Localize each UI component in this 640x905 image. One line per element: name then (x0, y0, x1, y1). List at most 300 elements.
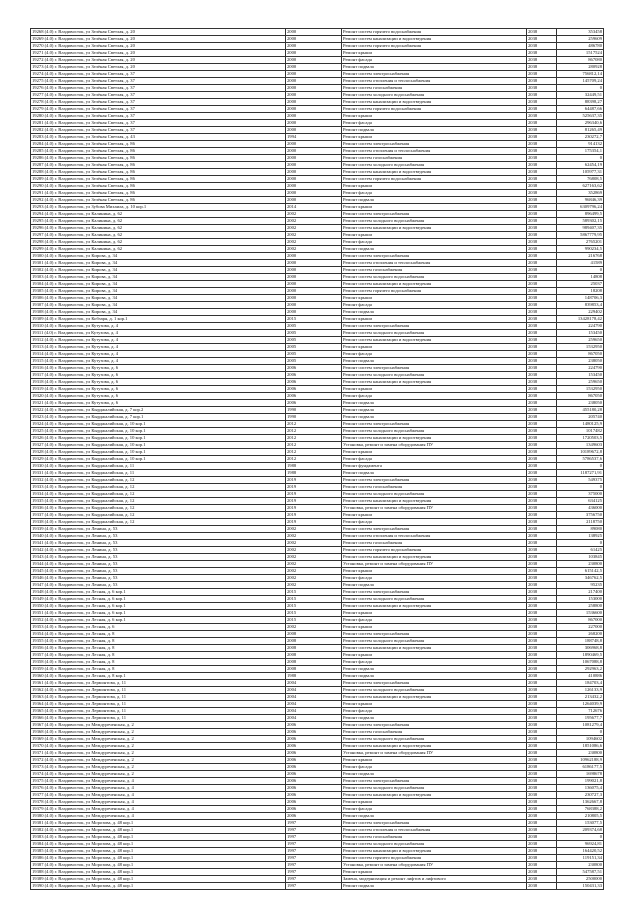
plan-year-cell: 2038 (527, 113, 557, 120)
table-row (31, 519, 604, 526)
table-row (31, 778, 604, 785)
work-type-cell: Ремонт систем холодного водоснабжения (342, 218, 527, 225)
table-row (31, 841, 604, 848)
cost-cell: 1362667,8 (557, 799, 604, 806)
plan-year-cell: 2038 (527, 239, 557, 246)
work-type-cell: Ремонт систем холодного водоснабжения (342, 785, 527, 792)
build-year-cell: 2000 (286, 197, 342, 204)
cost-cell: 89080 (557, 526, 604, 533)
cost-cell: 2500000 (557, 876, 604, 883)
cost-cell: 0 (557, 834, 604, 841)
plan-year-cell: 2038 (527, 295, 557, 302)
plan-year-cell: 2038 (527, 666, 557, 673)
address-cell: 19334 (4.0) г. Владивосток, ул Кырджалийская, д. 12 (31, 491, 286, 498)
table-row (31, 701, 604, 708)
cost-cell: 76808,5 (557, 176, 604, 183)
plan-year-cell: 2038 (527, 316, 557, 323)
build-year-cell: 2000 (286, 85, 342, 92)
build-year-cell: 2000 (286, 36, 342, 43)
address-cell: 19376 (4.0) г. Владивосток, ул Междуреченская, д. 4 (31, 785, 286, 792)
build-year-cell: 2006 (286, 771, 342, 778)
build-year-cell: 2006 (286, 757, 342, 764)
address-cell: 19309 (4.0) г. Владивосток, ул Кобзаря, д. 1 кор.1 (31, 316, 286, 323)
work-type-cell: Ремонт систем электроснабжения (342, 211, 527, 218)
table-row (31, 631, 604, 638)
work-type-cell: Ремонт фасада (342, 239, 527, 246)
build-year-cell: 2019 (286, 512, 342, 519)
cost-cell: 136075,4 (557, 785, 604, 792)
cost-cell: 238050 (557, 400, 604, 407)
table-row (31, 232, 604, 239)
table-row (31, 176, 604, 183)
table-row (31, 302, 604, 309)
address-cell: 19296 (4.0) г. Владивосток, ул Калинина, д. 62 (31, 225, 286, 232)
cost-cell: 6186177,5 (557, 764, 604, 771)
plan-year-cell: 2038 (527, 197, 557, 204)
build-year-cell: 2000 (286, 260, 342, 267)
plan-year-cell: 2038 (527, 512, 557, 519)
build-year-cell: 2015 (286, 596, 342, 603)
plan-year-cell: 2038 (527, 414, 557, 421)
cost-cell: 436000 (557, 505, 604, 512)
plan-year-cell: 2038 (527, 701, 557, 708)
work-type-cell: Ремонт подвала (342, 64, 527, 71)
cost-cell: 259650 (557, 379, 604, 386)
plan-year-cell: 2038 (527, 449, 557, 456)
cost-cell: 95235 (557, 582, 604, 589)
work-type-cell: Ремонт систем газоснабжения (342, 484, 527, 491)
cost-cell: 230727,3 (557, 792, 604, 799)
build-year-cell: 2000 (286, 106, 342, 113)
cost-cell: 25037 (557, 281, 604, 288)
address-cell: 19341 (4.0) г. Владивосток, ул Ленина, д. 53 (31, 540, 286, 547)
address-cell: 19370 (4.0) г. Владивосток, ул Междуреченская, д. 2 (31, 743, 286, 750)
table-row (31, 36, 604, 43)
table-row (31, 862, 604, 869)
table-row (31, 561, 604, 568)
work-type-cell: Ремонт систем газоснабжения (342, 267, 527, 274)
plan-year-cell: 2038 (527, 400, 557, 407)
plan-year-cell: 2038 (527, 204, 557, 211)
plan-year-cell: 2038 (527, 141, 557, 148)
work-type-cell: Ремонт систем канализации и водоотведения (342, 435, 527, 442)
table-row (31, 512, 604, 519)
table-row (31, 29, 604, 36)
plan-year-cell: 2038 (527, 785, 557, 792)
table-row (31, 883, 604, 890)
plan-year-cell: 2038 (527, 645, 557, 652)
plan-year-cell: 2038 (527, 750, 557, 757)
plan-year-cell: 2038 (527, 85, 557, 92)
cost-cell: 217400 (557, 589, 604, 596)
table-row (31, 190, 604, 197)
cost-cell: 756812,14 (557, 71, 604, 78)
work-type-cell: Ремонт систем электроснабжения (342, 323, 527, 330)
address-cell: 19316 (4.0) г. Владивосток, ул Кутузова, д. 6 (31, 365, 286, 372)
cost-cell: 216768 (557, 253, 604, 260)
address-cell: 19336 (4.0) г. Владивосток, ул Кырджалийская, д. 12 (31, 505, 286, 512)
build-year-cell: 2004 (286, 708, 342, 715)
work-type-cell: Ремонт систем холодного водоснабжения (342, 372, 527, 379)
plan-year-cell: 2038 (527, 57, 557, 64)
address-cell: 19367 (4.0) г. Владивосток, ул Междуреченская, д. 2 (31, 722, 286, 729)
build-year-cell: 2000 (286, 92, 342, 99)
table-row (31, 498, 604, 505)
address-cell: 19364 (4.0) г. Владивосток, ул Лермонтова, д. 11 (31, 701, 286, 708)
table-row (31, 694, 604, 701)
build-year-cell: 2002 (286, 624, 342, 631)
build-year-cell: 2000 (286, 120, 342, 127)
work-type-cell: Ремонт фасада (342, 57, 527, 64)
cost-cell: 6309796,24 (557, 204, 604, 211)
plan-year-cell: 2038 (527, 442, 557, 449)
build-year-cell: 2002 (286, 575, 342, 582)
work-type-cell: Ремонт крыши (342, 134, 527, 141)
plan-year-cell: 2038 (527, 470, 557, 477)
table-row (31, 239, 604, 246)
address-cell: 19358 (4.0) г. Владивосток, ул Лесная, д. 8 (31, 659, 286, 666)
address-cell: 19382 (4.0) г. Владивосток, ул Морозова, д. 48 кор.1 (31, 827, 286, 834)
plan-year-cell: 2038 (527, 288, 557, 295)
table-row (31, 225, 604, 232)
build-year-cell: 2000 (286, 148, 342, 155)
cost-cell: 375000 (557, 491, 604, 498)
build-year-cell: 1988 (286, 470, 342, 477)
address-cell: 19277 (4.0) г. Владивосток, ул Зелёная Светлая, д. 37 (31, 92, 286, 99)
plan-year-cell: 2038 (527, 246, 557, 253)
build-year-cell: 2002 (286, 239, 342, 246)
build-year-cell: 1997 (286, 820, 342, 827)
address-cell: 19318 (4.0) г. Владивосток, ул Кутузова, д. 6 (31, 379, 286, 386)
table-row (31, 141, 604, 148)
address-cell: 19361 (4.0) г. Владивосток, ул Лермонтова, д. 11 (31, 680, 286, 687)
work-type-cell: Ремонт фасада (342, 302, 527, 309)
cost-cell: 153000 (557, 596, 604, 603)
build-year-cell: 2006 (286, 393, 342, 400)
table-row (31, 120, 604, 127)
plan-year-cell: 2038 (527, 428, 557, 435)
cost-cell: 1480125,9 (557, 421, 604, 428)
build-year-cell: 2002 (286, 568, 342, 575)
build-year-cell: 2000 (286, 99, 342, 106)
table-row (31, 463, 604, 470)
address-cell: 19299 (4.0) г. Владивосток, ул Калинина, д. 62 (31, 246, 286, 253)
address-cell: 19322 (4.0) г. Владивосток, ул Кырджалийская, д. 7 кор.2 (31, 407, 286, 414)
work-type-cell: Ремонт систем холодного водоснабжения (342, 274, 527, 281)
build-year-cell: 1994 (286, 134, 342, 141)
cost-cell: 62454,19 (557, 162, 604, 169)
work-type-cell: Ремонт крыши (342, 624, 527, 631)
plan-year-cell: 2038 (527, 218, 557, 225)
cost-cell: 867050 (557, 351, 604, 358)
address-cell: 19380 (4.0) г. Владивосток, ул Междуреченская, д. 4 (31, 813, 286, 820)
cost-cell: 224790 (557, 323, 604, 330)
plan-year-cell: 2038 (527, 799, 557, 806)
cost-cell: 148706,3 (557, 295, 604, 302)
cost-cell: 145709,24 (557, 78, 604, 85)
address-cell: 19317 (4.0) г. Владивосток, ул Кутузова, д. 6 (31, 372, 286, 379)
cost-cell: 352869 (557, 190, 604, 197)
cost-cell: 153450 (557, 330, 604, 337)
table-row (31, 421, 604, 428)
plan-year-cell: 2038 (527, 155, 557, 162)
work-type-cell: Ремонт фасада (342, 806, 527, 813)
address-cell: 19356 (4.0) г. Владивосток, ул Лесная, д. 8 (31, 645, 286, 652)
table-row (31, 414, 604, 421)
plan-year-cell: 2038 (527, 491, 557, 498)
table-row (31, 792, 604, 799)
cost-cell: 549375 (557, 477, 604, 484)
table-row (31, 99, 604, 106)
work-type-cell: Ремонт подвала (342, 771, 527, 778)
table-row (31, 393, 604, 400)
cost-cell: 13428178,42 (557, 316, 604, 323)
address-cell: 19294 (4.0) г. Владивосток, ул Калинина, д. 62 (31, 211, 286, 218)
build-year-cell: 2000 (286, 113, 342, 120)
table-row (31, 869, 604, 876)
plan-year-cell: 2038 (527, 708, 557, 715)
build-year-cell: 2008 (286, 631, 342, 638)
plan-year-cell: 2038 (527, 624, 557, 631)
table-row (31, 78, 604, 85)
table-row (31, 204, 604, 211)
address-cell: 19300 (4.0) г. Владивосток, ул Кирова, д. 34 (31, 253, 286, 260)
address-cell: 19297 (4.0) г. Владивосток, ул Калинина, д. 62 (31, 232, 286, 239)
work-type-cell: Ремонт фасада (342, 393, 527, 400)
table-row (31, 372, 604, 379)
build-year-cell: 2004 (286, 694, 342, 701)
cost-cell: 1067088,8 (557, 659, 604, 666)
plan-year-cell: 2038 (527, 722, 557, 729)
build-year-cell: 1997 (286, 869, 342, 876)
table-row (31, 330, 604, 337)
build-year-cell: 2008 (286, 645, 342, 652)
address-cell: 19389 (4.0) г. Владивосток, ул Морозова, д. 48 кор.1 (31, 876, 286, 883)
address-cell: 19281 (4.0) г. Владивосток, ул Зелёная Светлая, д. 37 (31, 120, 286, 127)
address-cell: 19354 (4.0) г. Владивосток, ул Лесная, д. 8 (31, 631, 286, 638)
work-type-cell: Ремонт систем холодного водоснабжения (342, 92, 527, 99)
cost-cell: 1517524 (557, 50, 604, 57)
table-row (31, 260, 604, 267)
table-row (31, 554, 604, 561)
work-type-cell: Ремонт систем электроснабжения (342, 526, 527, 533)
plan-year-cell: 2038 (527, 176, 557, 183)
cost-cell: 3756750 (557, 512, 604, 519)
address-cell: 19291 (4.0) г. Владивосток, ул Зелёная Светлая, д. 86 (31, 190, 286, 197)
plan-year-cell: 2038 (527, 813, 557, 820)
work-type-cell: Ремонт крыши (342, 386, 527, 393)
table-row (31, 64, 604, 71)
address-cell: 19345 (4.0) г. Владивосток, ул Ленина, д. 53 (31, 568, 286, 575)
plan-year-cell: 2038 (527, 211, 557, 218)
work-type-cell: Ремонт фасада (342, 351, 527, 358)
plan-year-cell: 2038 (527, 834, 557, 841)
work-type-cell: Ремонт систем электроснабжения (342, 820, 527, 827)
cost-cell: 768388,2 (557, 806, 604, 813)
table-row (31, 645, 604, 652)
work-type-cell: Ремонт фасада (342, 120, 527, 127)
table-row (31, 379, 604, 386)
build-year-cell: 1988 (286, 463, 342, 470)
address-cell: 19327 (4.0) г. Владивосток, ул Кырджалийская, д. 10 кор.1 (31, 442, 286, 449)
cost-cell: 150431,33 (557, 883, 604, 890)
table-row (31, 680, 604, 687)
address-cell: 19349 (4.0) г. Владивосток, ул Лесная, д. 6 кор.1 (31, 596, 286, 603)
cost-cell: 914132 (557, 141, 604, 148)
document-page (30, 28, 603, 890)
address-cell: 19379 (4.0) г. Владивосток, ул Междуреченская, д. 4 (31, 806, 286, 813)
cost-cell: 0 (557, 463, 604, 470)
address-cell: 19360 (4.0) г. Владивосток, ул Лесная, д. 8 кор.1 (31, 673, 286, 680)
build-year-cell: 2004 (286, 680, 342, 687)
plan-year-cell: 2038 (527, 855, 557, 862)
build-year-cell: 2000 (286, 253, 342, 260)
build-year-cell: 2000 (286, 141, 342, 148)
work-type-cell: Установка, ремонт и замена оборудования ПУ (342, 442, 527, 449)
work-type-cell: Ремонт подвала (342, 246, 527, 253)
work-type-cell: Ремонт подвала (342, 883, 527, 890)
plan-year-cell: 2038 (527, 36, 557, 43)
build-year-cell: 2006 (286, 386, 342, 393)
work-type-cell: Ремонт крыши (342, 869, 527, 876)
build-year-cell: 2006 (286, 750, 342, 757)
address-cell: 19286 (4.0) г. Владивосток, ул Зелёная Светлая, д. 86 (31, 155, 286, 162)
plan-year-cell: 2038 (527, 407, 557, 414)
table-row (31, 288, 604, 295)
plan-year-cell: 2038 (527, 260, 557, 267)
work-type-cell: Ремонт систем электроснабжения (342, 477, 527, 484)
work-type-cell: Ремонт крыши (342, 701, 527, 708)
table-row (31, 211, 604, 218)
plan-year-cell: 2038 (527, 162, 557, 169)
table-row (31, 316, 604, 323)
cost-cell: 258800 (557, 603, 604, 610)
table-row (31, 50, 604, 57)
cost-cell: 126133,9 (557, 687, 604, 694)
address-cell: 19368 (4.0) г. Владивосток, ул Междуреченская, д. 2 (31, 729, 286, 736)
build-year-cell: 2012 (286, 456, 342, 463)
address-cell: 19381 (4.0) г. Владивосток, ул Морозова, д. 48 кор.1 (31, 820, 286, 827)
table-row (31, 624, 604, 631)
build-year-cell: 2000 (286, 302, 342, 309)
build-year-cell: 2006 (286, 372, 342, 379)
table-row (31, 253, 604, 260)
table-row (31, 435, 604, 442)
work-type-cell: Ремонт систем холодного водоснабжения (342, 428, 527, 435)
work-type-cell: Ремонт систем холодного водоснабжения (342, 491, 527, 498)
cost-cell: 199021,8 (557, 778, 604, 785)
cost-cell: 41589 (557, 260, 604, 267)
build-year-cell: 2006 (286, 799, 342, 806)
plan-year-cell: 2038 (527, 729, 557, 736)
plan-year-cell: 2038 (527, 337, 557, 344)
work-type-cell: Ремонт фасада (342, 190, 527, 197)
plan-year-cell: 2038 (527, 715, 557, 722)
plan-year-cell: 2038 (527, 568, 557, 575)
build-year-cell: 2006 (286, 813, 342, 820)
work-type-cell: Ремонт систем отопления и теплоснабжения (342, 260, 527, 267)
cost-cell: 230800 (557, 561, 604, 568)
table-row (31, 820, 604, 827)
cost-cell: 589302,15 (557, 218, 604, 225)
plan-year-cell: 2038 (527, 29, 557, 36)
table-row (31, 771, 604, 778)
cost-cell: 2765201 (557, 239, 604, 246)
cost-cell: 14808 (557, 274, 604, 281)
cost-cell: 230800 (557, 862, 604, 869)
work-type-cell: Ремонт подвала (342, 414, 527, 421)
work-type-cell: Ремонт систем холодного водоснабжения (342, 330, 527, 337)
address-cell: 19363 (4.0) г. Владивосток, ул Лермонтова, д. 11 (31, 694, 286, 701)
address-cell: 19386 (4.0) г. Владивосток, ул Морозова, д. 48 кор.1 (31, 855, 286, 862)
address-cell: 19275 (4.0) г. Владивосток, ул Зелёная Светлая, д. 37 (31, 78, 286, 85)
cost-cell: 81265,49 (557, 127, 604, 134)
work-type-cell: Ремонт систем горячего водоснабжения (342, 288, 527, 295)
work-type-cell: Ремонт систем канализации и водоотведения (342, 337, 527, 344)
work-type-cell: Ремонт систем канализации и водоотведения (342, 792, 527, 799)
table-row (31, 855, 604, 862)
address-cell: 19342 (4.0) г. Владивосток, ул Ленина, д. 53 (31, 547, 286, 554)
address-cell: 19302 (4.0) г. Владивосток, ул Кирова, д. 34 (31, 267, 286, 274)
table-row (31, 806, 604, 813)
build-year-cell: 2000 (286, 267, 342, 274)
plan-year-cell: 2038 (527, 764, 557, 771)
work-type-cell: Ремонт систем электроснабжения (342, 680, 527, 687)
cost-cell: 103845 (557, 554, 604, 561)
plan-year-cell: 2038 (527, 841, 557, 848)
build-year-cell: 2000 (286, 162, 342, 169)
work-type-cell: Ремонт систем канализации и водоотведения (342, 848, 527, 855)
plan-year-cell: 2038 (527, 309, 557, 316)
build-year-cell: 2002 (286, 526, 342, 533)
plan-year-cell: 2038 (527, 106, 557, 113)
build-year-cell: 2000 (286, 64, 342, 71)
table-row (31, 477, 604, 484)
address-cell: 19390 (4.0) г. Владивосток, ул Морозова, д. 48 кор.1 (31, 883, 286, 890)
table-row (31, 57, 604, 64)
address-cell: 19340 (4.0) г. Владивосток, ул Ленина, д. 53 (31, 533, 286, 540)
build-year-cell: 2019 (286, 491, 342, 498)
work-type-cell: Ремонт систем электроснабжения (342, 722, 527, 729)
cost-cell: 1094602 (557, 736, 604, 743)
build-year-cell: 2002 (286, 225, 342, 232)
table-row (31, 85, 604, 92)
work-type-cell: Ремонт фасада (342, 575, 527, 582)
address-cell: 19369 (4.0) г. Владивосток, ул Междуреченская, д. 2 (31, 736, 286, 743)
build-year-cell: 1997 (286, 862, 342, 869)
work-type-cell: Ремонт систем холодного водоснабжения (342, 687, 527, 694)
plan-year-cell: 2038 (527, 806, 557, 813)
work-type-cell: Ремонт систем электроснабжения (342, 421, 527, 428)
plan-year-cell: 2038 (527, 547, 557, 554)
cost-cell: 105977,31 (557, 169, 604, 176)
cost-cell: 615142,5 (557, 568, 604, 575)
cost-cell: 230800 (557, 750, 604, 757)
plan-year-cell: 2038 (527, 148, 557, 155)
work-type-cell: Ремонт систем электроснабжения (342, 631, 527, 638)
plan-year-cell: 2038 (527, 519, 557, 526)
build-year-cell: 2002 (286, 218, 342, 225)
cost-cell: 18208 (557, 288, 604, 295)
cost-cell: 1264039,9 (557, 701, 604, 708)
plan-year-cell: 2038 (527, 743, 557, 750)
address-cell: 19351 (4.0) г. Владивосток, ул Лесная, д. 6 кор.1 (31, 610, 286, 617)
cost-cell: 410886 (557, 673, 604, 680)
plan-year-cell: 2038 (527, 253, 557, 260)
build-year-cell: 2000 (286, 155, 342, 162)
plan-year-cell: 2038 (527, 267, 557, 274)
work-type-cell: Установка, ремонт и замена оборудования ПУ (342, 862, 527, 869)
